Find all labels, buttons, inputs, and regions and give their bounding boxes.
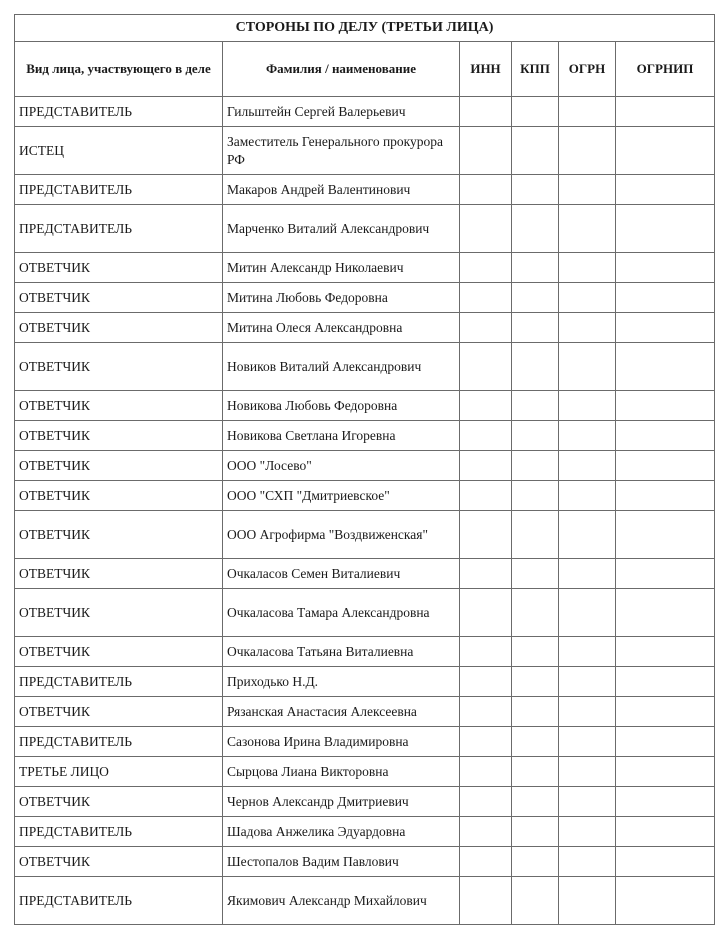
table-row: [15, 697, 715, 727]
name-cell: Очкаласов Семен Виталиевич: [223, 559, 460, 589]
kpp-cell: [512, 391, 559, 421]
ogrn-cell: [559, 205, 616, 253]
ogrnip-cell: [616, 787, 715, 817]
name-cell: Митина Любовь Федоровна: [223, 283, 460, 313]
ogrn-cell: [559, 127, 616, 175]
role-cell: ПРЕДСТАВИТЕЛЬ: [15, 817, 223, 847]
table-row: [15, 175, 715, 205]
role-cell: ПРЕДСТАВИТЕЛЬ: [15, 205, 223, 253]
kpp-cell: [512, 817, 559, 847]
role-cell: ОТВЕТЧИК: [15, 559, 223, 589]
header-role: Вид лица, участвующего в деле: [15, 42, 223, 97]
kpp-cell: [512, 787, 559, 817]
name-cell: ООО Агрофирма "Воздвиженская": [223, 511, 460, 559]
table-row: [15, 817, 715, 847]
role-cell: ОТВЕТЧИК: [15, 511, 223, 559]
name-cell: Сырцова Лиана Викторовна: [223, 757, 460, 787]
ogrn-cell: [559, 451, 616, 481]
table-row: [15, 559, 715, 589]
inn-cell: [460, 253, 512, 283]
ogrnip-cell: [616, 421, 715, 451]
ogrn-cell: [559, 283, 616, 313]
ogrn-cell: [559, 787, 616, 817]
inn-cell: [460, 481, 512, 511]
inn-cell: [460, 877, 512, 925]
ogrnip-cell: [616, 283, 715, 313]
ogrn-cell: [559, 757, 616, 787]
name-cell: ООО "Лосево": [223, 451, 460, 481]
inn-cell: [460, 787, 512, 817]
table-row: [15, 787, 715, 817]
ogrnip-cell: [616, 589, 715, 637]
inn-cell: [460, 205, 512, 253]
table-row: [15, 391, 715, 421]
ogrnip-cell: [616, 637, 715, 667]
ogrnip-cell: [616, 757, 715, 787]
header-ogrn: ОГРН: [559, 42, 616, 97]
kpp-cell: [512, 511, 559, 559]
ogrnip-cell: [616, 127, 715, 175]
kpp-cell: [512, 847, 559, 877]
table-row: [15, 637, 715, 667]
name-cell: Гильштейн Сергей Валерьевич: [223, 97, 460, 127]
table-row: [15, 757, 715, 787]
header-inn: ИНН: [460, 42, 512, 97]
table-row: [15, 847, 715, 877]
role-cell: ОТВЕТЧИК: [15, 343, 223, 391]
ogrnip-cell: [616, 391, 715, 421]
ogrn-cell: [559, 697, 616, 727]
inn-cell: [460, 313, 512, 343]
ogrnip-cell: [616, 877, 715, 925]
ogrn-cell: [559, 817, 616, 847]
role-cell: ПРЕДСТАВИТЕЛЬ: [15, 97, 223, 127]
ogrn-cell: [559, 877, 616, 925]
ogrn-cell: [559, 175, 616, 205]
inn-cell: [460, 817, 512, 847]
inn-cell: [460, 847, 512, 877]
kpp-cell: [512, 757, 559, 787]
inn-cell: [460, 97, 512, 127]
kpp-cell: [512, 313, 559, 343]
ogrnip-cell: [616, 313, 715, 343]
role-cell: ОТВЕТЧИК: [15, 283, 223, 313]
role-cell: ОТВЕТЧИК: [15, 313, 223, 343]
inn-cell: [460, 697, 512, 727]
inn-cell: [460, 343, 512, 391]
kpp-cell: [512, 253, 559, 283]
ogrn-cell: [559, 253, 616, 283]
ogrnip-cell: [616, 175, 715, 205]
role-cell: ПРЕДСТАВИТЕЛЬ: [15, 877, 223, 925]
ogrn-cell: [559, 727, 616, 757]
ogrn-cell: [559, 847, 616, 877]
name-cell: Шестопалов Вадим Павлович: [223, 847, 460, 877]
kpp-cell: [512, 175, 559, 205]
table-row: [15, 511, 715, 559]
kpp-cell: [512, 421, 559, 451]
table-row: [15, 589, 715, 637]
name-cell: Новиков Виталий Александрович: [223, 343, 460, 391]
kpp-cell: [512, 637, 559, 667]
ogrn-cell: [559, 511, 616, 559]
inn-cell: [460, 451, 512, 481]
name-cell: Шадова Анжелика Эдуардовна: [223, 817, 460, 847]
name-cell: Новикова Светлана Игоревна: [223, 421, 460, 451]
name-cell: Чернов Александр Дмитриевич: [223, 787, 460, 817]
name-cell: Митин Александр Николаевич: [223, 253, 460, 283]
parties-document: [14, 14, 714, 925]
name-cell: Приходько Н.Д.: [223, 667, 460, 697]
kpp-cell: [512, 481, 559, 511]
name-cell: Макаров Андрей Валентинович: [223, 175, 460, 205]
table-row: [15, 343, 715, 391]
ogrnip-cell: [616, 847, 715, 877]
kpp-cell: [512, 451, 559, 481]
ogrn-cell: [559, 391, 616, 421]
name-cell: Новикова Любовь Федоровна: [223, 391, 460, 421]
header-row: [15, 42, 715, 97]
table-row: [15, 421, 715, 451]
ogrnip-cell: [616, 559, 715, 589]
ogrn-cell: [559, 559, 616, 589]
role-cell: ПРЕДСТАВИТЕЛЬ: [15, 727, 223, 757]
role-cell: ОТВЕТЧИК: [15, 697, 223, 727]
header-ogrnip: ОГРНИП: [616, 42, 715, 97]
inn-cell: [460, 283, 512, 313]
kpp-cell: [512, 589, 559, 637]
kpp-cell: [512, 727, 559, 757]
role-cell: ОТВЕТЧИК: [15, 589, 223, 637]
inn-cell: [460, 175, 512, 205]
role-cell: ОТВЕТЧИК: [15, 637, 223, 667]
table-body: [15, 97, 715, 925]
ogrnip-cell: [616, 253, 715, 283]
header-kpp: КПП: [512, 42, 559, 97]
name-cell: Марченко Виталий Александрович: [223, 205, 460, 253]
kpp-cell: [512, 697, 559, 727]
inn-cell: [460, 757, 512, 787]
table-row: [15, 127, 715, 175]
ogrn-cell: [559, 589, 616, 637]
role-cell: ИСТЕЦ: [15, 127, 223, 175]
kpp-cell: [512, 559, 559, 589]
kpp-cell: [512, 205, 559, 253]
ogrn-cell: [559, 343, 616, 391]
ogrnip-cell: [616, 343, 715, 391]
inn-cell: [460, 421, 512, 451]
name-cell: Очкаласова Тамара Александровна: [223, 589, 460, 637]
name-cell: Очкаласова Татьяна Виталиевна: [223, 637, 460, 667]
kpp-cell: [512, 667, 559, 697]
ogrnip-cell: [616, 97, 715, 127]
table-row: [15, 667, 715, 697]
role-cell: ОТВЕТЧИК: [15, 253, 223, 283]
table-row: [15, 877, 715, 925]
ogrn-cell: [559, 313, 616, 343]
kpp-cell: [512, 343, 559, 391]
role-cell: ОТВЕТЧИК: [15, 421, 223, 451]
table-row: [15, 283, 715, 313]
ogrn-cell: [559, 667, 616, 697]
role-cell: ОТВЕТЧИК: [15, 451, 223, 481]
ogrnip-cell: [616, 451, 715, 481]
ogrn-cell: [559, 421, 616, 451]
ogrnip-cell: [616, 727, 715, 757]
role-cell: ОТВЕТЧИК: [15, 481, 223, 511]
ogrnip-cell: [616, 817, 715, 847]
role-cell: ОТВЕТЧИК: [15, 787, 223, 817]
ogrn-cell: [559, 97, 616, 127]
ogrnip-cell: [616, 481, 715, 511]
role-cell: ТРЕТЬЕ ЛИЦО: [15, 757, 223, 787]
kpp-cell: [512, 283, 559, 313]
inn-cell: [460, 559, 512, 589]
table-row: [15, 97, 715, 127]
table-row: [15, 313, 715, 343]
role-cell: ПРЕДСТАВИТЕЛЬ: [15, 175, 223, 205]
table-row: [15, 451, 715, 481]
inn-cell: [460, 727, 512, 757]
table-row: [15, 253, 715, 283]
table-row: [15, 727, 715, 757]
table-row: [15, 481, 715, 511]
name-cell: Заместитель Генерального прокурора РФ: [223, 127, 460, 175]
inn-cell: [460, 511, 512, 559]
table-title: СТОРОНЫ ПО ДЕЛУ (ТРЕТЬИ ЛИЦА): [15, 15, 715, 42]
header-name: Фамилия / наименование: [223, 42, 460, 97]
role-cell: ПРЕДСТАВИТЕЛЬ: [15, 667, 223, 697]
parties-table: [14, 14, 715, 925]
table-row: [15, 205, 715, 253]
kpp-cell: [512, 127, 559, 175]
role-cell: ОТВЕТЧИК: [15, 391, 223, 421]
role-cell: ОТВЕТЧИК: [15, 847, 223, 877]
name-cell: Сазонова Ирина Владимировна: [223, 727, 460, 757]
ogrnip-cell: [616, 511, 715, 559]
name-cell: Якимович Александр Михайлович: [223, 877, 460, 925]
ogrn-cell: [559, 637, 616, 667]
ogrnip-cell: [616, 667, 715, 697]
name-cell: Рязанская Анастасия Алексеевна: [223, 697, 460, 727]
inn-cell: [460, 667, 512, 697]
inn-cell: [460, 127, 512, 175]
kpp-cell: [512, 877, 559, 925]
inn-cell: [460, 391, 512, 421]
name-cell: ООО "СХП "Дмитриевское": [223, 481, 460, 511]
ogrn-cell: [559, 481, 616, 511]
name-cell: Митина Олеся Александровна: [223, 313, 460, 343]
ogrnip-cell: [616, 205, 715, 253]
ogrnip-cell: [616, 697, 715, 727]
inn-cell: [460, 637, 512, 667]
inn-cell: [460, 589, 512, 637]
kpp-cell: [512, 97, 559, 127]
